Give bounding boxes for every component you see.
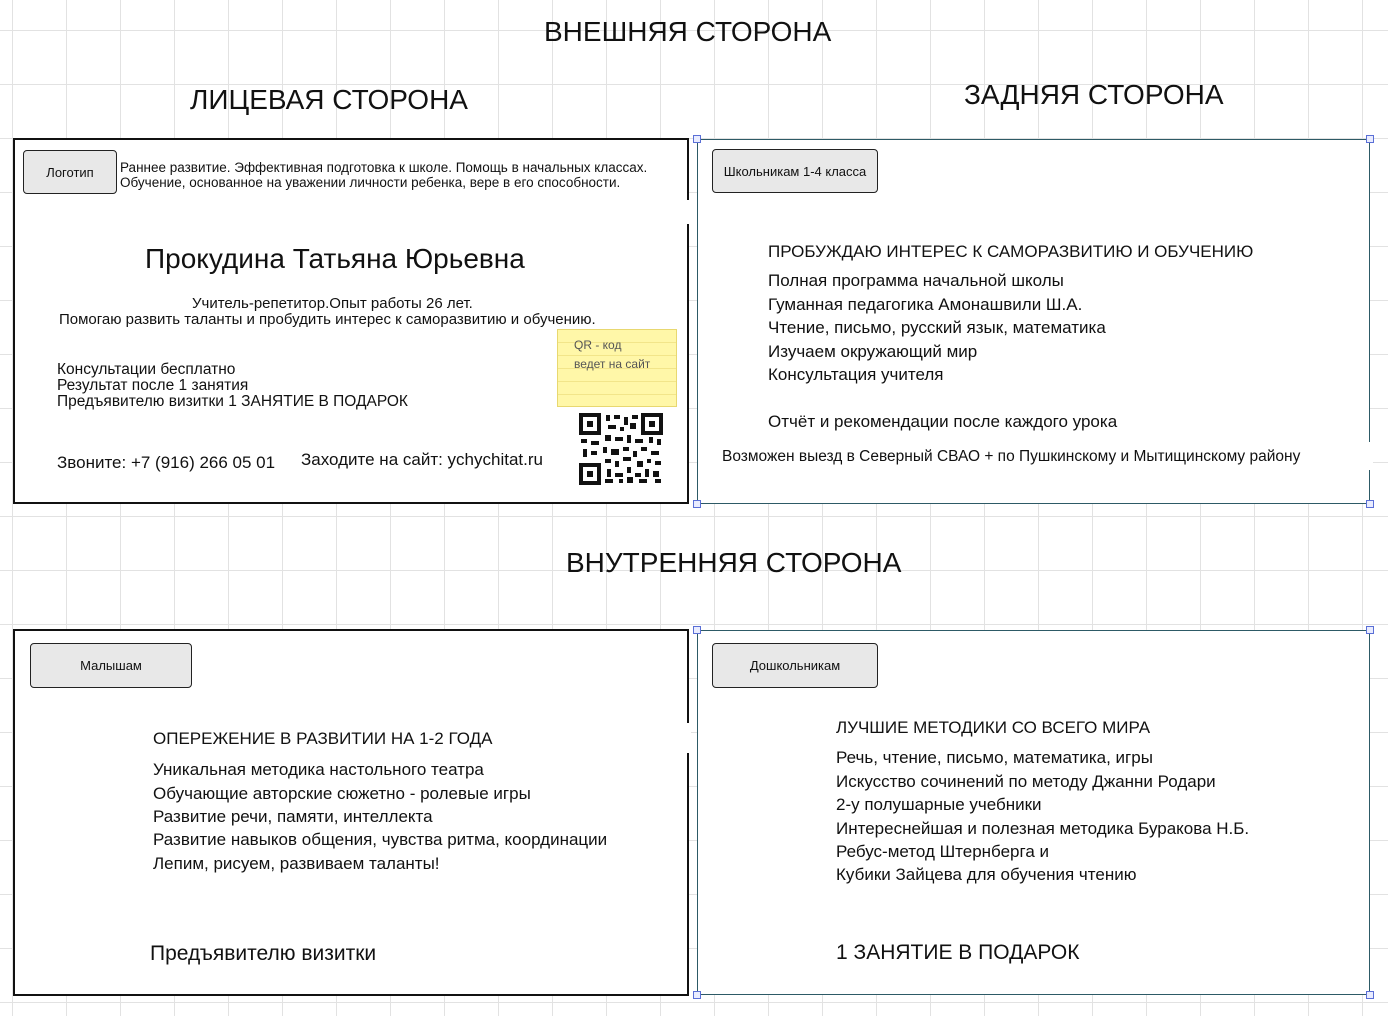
inner-right-item: Кубики Зайцева для обучения чтению xyxy=(836,865,1137,884)
logo-placeholder-button[interactable]: Логотип xyxy=(23,150,117,194)
benefit-item: Предъявителю визитки 1 ЗАНЯТИЕ В ПОДАРОК xyxy=(57,393,408,410)
back-card-item: Гуманная педагогика Амонашвили Ш.А. xyxy=(768,295,1083,314)
back-card-item: Полная программа начальной школы xyxy=(768,271,1064,290)
back-card-item: Консультация учителя xyxy=(768,365,944,384)
inner-left-item: Уникальная методика настольного театра xyxy=(153,760,484,779)
inner-left-title: ОПЕРЕЖЕНИЕ В РАЗВИТИИ НА 1-2 ГОДА xyxy=(153,729,493,748)
resize-handle[interactable] xyxy=(693,135,701,143)
qr-note-line-2: ведет на сайт xyxy=(574,357,651,371)
resize-handle[interactable] xyxy=(693,991,701,999)
card-border-gap xyxy=(1367,442,1373,470)
back-card-item: Чтение, письмо, русский язык, математика xyxy=(768,318,1106,337)
inner-right-title: ЛУЧШИЕ МЕТОДИКИ СО ВСЕГО МИРА xyxy=(836,718,1151,737)
inner-left-card[interactable] xyxy=(13,629,689,996)
inner-right-card[interactable] xyxy=(697,630,1370,995)
resize-handle[interactable] xyxy=(1366,500,1374,508)
preschoolers-badge-button[interactable]: Дошкольникам xyxy=(712,643,878,688)
toddlers-badge-button[interactable]: Малышам xyxy=(30,643,192,688)
back-card-report: Отчёт и рекомендации после каждого урока xyxy=(768,412,1118,431)
inner-right-item: Речь, чтение, письмо, математика, игры xyxy=(836,748,1153,767)
resize-handle[interactable] xyxy=(1366,991,1374,999)
resize-handle[interactable] xyxy=(693,626,701,634)
front-card[interactable] xyxy=(13,138,689,504)
inner-right-footer: 1 ЗАНЯТИЕ В ПОДАРОК xyxy=(836,941,1080,964)
teacher-name: Прокудина Татьяна Юрьевна xyxy=(145,243,525,274)
card-border-gap xyxy=(685,723,691,753)
resize-handle[interactable] xyxy=(1366,626,1374,634)
qr-code-icon xyxy=(578,412,664,486)
inner-right-item: 2-у полушарные учебники xyxy=(836,795,1042,814)
back-card-item: Изучаем окружающий мир xyxy=(768,342,978,361)
website-text: Заходите на сайт: ychychitat.ru xyxy=(301,450,543,469)
qr-note-line-1: QR - код xyxy=(574,338,622,352)
back-card-footer: Возможен выезд в Северный СВАО + по Пушкинскому и Мытищинскому району xyxy=(722,448,1301,465)
inner-left-footer: Предъявителю визитки xyxy=(150,942,377,965)
resize-handle[interactable] xyxy=(693,500,701,508)
phone-text: Звоните: +7 (916) 266 05 01 xyxy=(57,453,276,472)
heading-inner-side: ВНУТРЕННЯЯ СТОРОНА xyxy=(566,547,902,578)
tagline-line-2: Обучение, основанное на уважении личности ребенка, вере в его способности. xyxy=(120,175,621,190)
benefit-item: Консультации бесплатно xyxy=(57,361,236,378)
tagline-line-1: Раннее развитие. Эффективная подготовка к школе. Помощь в начальных классах. xyxy=(120,160,648,175)
inner-right-item: Искусство сочинений по методу Джанни Родари xyxy=(836,772,1216,791)
inner-right-item: Ребус-метод Штернберга и xyxy=(836,842,1050,861)
back-card-title: ПРОБУЖДАЮ ИНТЕРЕС К САМОРАЗВИТИЮ И ОБУЧЕНИЮ xyxy=(768,242,1254,261)
inner-left-item: Развитие речи, памяти, интеллекта xyxy=(153,807,433,826)
heading-front-side: ЛИЦЕВАЯ СТОРОНА xyxy=(190,84,468,115)
inner-left-item: Обучающие авторские сюжетно - ролевые игры xyxy=(153,784,531,803)
resize-handle[interactable] xyxy=(1366,135,1374,143)
heading-back-side: ЗАДНЯЯ СТОРОНА xyxy=(964,79,1224,110)
benefit-item: Результат после 1 занятия xyxy=(57,377,249,394)
inner-right-item: Интереснейшая и полезная методика Буракова Н.Б. xyxy=(836,819,1250,838)
back-card[interactable] xyxy=(697,139,1370,504)
schoolchildren-badge-button[interactable]: Школьникам 1-4 класса xyxy=(712,149,878,193)
heading-outer-side: ВНЕШНЯЯ СТОРОНА xyxy=(544,16,832,47)
inner-left-item: Лепим, рисуем, развиваем таланты! xyxy=(153,854,440,873)
inner-left-item: Развитие навыков общения, чувства ритма, координации xyxy=(153,830,608,849)
subtitle-line-1: Учитель-репетитор.Опыт работы 26 лет. xyxy=(192,295,473,312)
qr-sticky-note[interactable] xyxy=(557,329,677,407)
subtitle-line-2: Помогаю развить таланты и пробудить интерес к саморазвитию и обучению. xyxy=(59,311,596,328)
card-border-gap xyxy=(685,200,691,224)
